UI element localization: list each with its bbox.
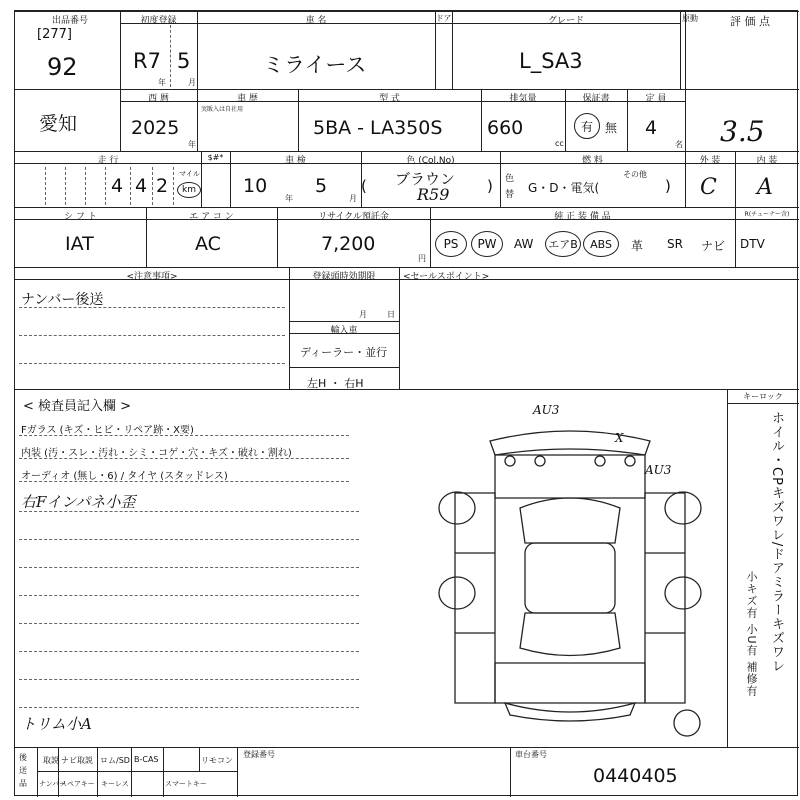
- rule: [45, 167, 46, 205]
- score-label: 評 価 点: [730, 15, 770, 28]
- rule: [15, 747, 799, 748]
- sales-point-label: <セールスポイント>: [403, 272, 490, 282]
- footer-item: ナンバー: [39, 780, 67, 788]
- inspection-title: < 検査員記入欄 >: [23, 399, 132, 414]
- first-reg-label: 初度登録: [140, 16, 177, 26]
- send-label: 後送品: [19, 753, 27, 788]
- yen-unit: 円: [418, 254, 426, 263]
- rule: [131, 747, 132, 797]
- year-label: 西 暦: [148, 94, 169, 104]
- capacity-unit: 名: [675, 140, 683, 149]
- rule: [15, 11, 799, 12]
- lot-number: 92: [47, 53, 78, 81]
- rule: [19, 363, 285, 364]
- footer-item: ロム/SD: [100, 756, 130, 765]
- inspection-year-unit: 年: [285, 194, 293, 203]
- tuner-label: R(チューナー含): [744, 211, 790, 218]
- displacement-value: 660: [487, 117, 524, 139]
- rule: [15, 207, 799, 208]
- rule: [399, 267, 400, 389]
- equip-leather: 革: [631, 239, 644, 253]
- rule: [37, 747, 38, 797]
- rule: [199, 747, 200, 771]
- diagram-mark: AU3: [533, 403, 560, 417]
- mileage-digit: 2: [156, 175, 169, 197]
- rule: [15, 267, 799, 268]
- equip-sr: SR: [667, 237, 683, 251]
- warranty-label: 保証書: [582, 94, 610, 104]
- year-value: 2025: [131, 117, 180, 139]
- color-paren-open: (: [361, 177, 367, 195]
- model-type: 5BA - LA350S: [313, 117, 443, 139]
- grade: L_SA3: [519, 49, 583, 73]
- history-label: 車 歴: [237, 94, 258, 104]
- rule: [130, 167, 131, 205]
- mileage-digit: 4: [111, 175, 124, 197]
- capacity-value: 4: [645, 117, 658, 139]
- rule: [289, 321, 399, 322]
- inspection-audio-tire: オーディオ (無し・6) / タイヤ (スタッドレス): [21, 471, 228, 482]
- region: 愛知: [39, 113, 78, 135]
- color-number: R59: [417, 185, 450, 204]
- warranty-yes-circle: 有: [574, 113, 600, 139]
- footer-item: スペアキー: [60, 780, 95, 788]
- rule: [19, 511, 359, 512]
- diagram-mark: X: [615, 431, 624, 445]
- warranty-no: 無: [605, 121, 618, 135]
- rule: [510, 747, 511, 797]
- rule: [19, 335, 285, 336]
- interior-label: 内 装: [756, 156, 778, 166]
- equip-abs-circle: ABS: [583, 231, 619, 257]
- odometer-label: $#*: [207, 153, 224, 162]
- equip-pw-circle: PW: [471, 231, 503, 257]
- diagram-mark: AU3: [645, 463, 672, 477]
- rule: [19, 539, 359, 540]
- rule: [37, 771, 237, 772]
- key-lock-label: キーロック: [743, 392, 783, 401]
- rule: [237, 747, 238, 797]
- exterior-label: 外 装: [699, 156, 721, 166]
- inspection-month-unit: 月: [349, 194, 357, 203]
- footer-item: キーレス: [101, 780, 129, 788]
- year-unit: 年: [158, 78, 166, 87]
- import-label: 輸入車: [330, 326, 358, 336]
- history-note: 実販入は自社用: [201, 106, 244, 113]
- inspection-year: 10: [243, 175, 268, 197]
- recycle-fee: 7,200: [321, 233, 376, 255]
- lot-bracket: [277]: [37, 27, 72, 42]
- side-damage-note-2: 小キズ有 小U有 補修有: [745, 571, 758, 698]
- rule: [727, 389, 728, 747]
- first-reg-month: 5: [177, 49, 191, 73]
- color-paren-close: ): [487, 177, 493, 195]
- rule: [170, 25, 171, 87]
- fuel-options: G・D・電気(: [528, 181, 600, 195]
- ac-label: エ ア コ ン: [189, 212, 234, 222]
- equip-aw: AW: [514, 237, 534, 251]
- rule: [105, 167, 106, 205]
- rule: [19, 707, 359, 708]
- inspection-windshield: Fガラス (キズ・ヒビ・リペア跡・X要): [21, 425, 194, 436]
- auction-sheet: [14, 10, 798, 796]
- displacement-col-label: 原動: [682, 14, 698, 23]
- reg-number-label: 登録番号: [243, 750, 275, 759]
- mileage-unit-km: km: [177, 182, 201, 198]
- handle-side: 左H ・ 右H: [307, 377, 364, 390]
- shift-value: IAT: [65, 233, 94, 255]
- color-name: ブラウン: [395, 170, 456, 188]
- ac-value: AC: [195, 233, 221, 255]
- rule: [19, 435, 349, 436]
- equip-dtv: DTV: [740, 237, 765, 251]
- rule: [727, 403, 799, 404]
- recycle-label: リサイクル預託金: [318, 212, 389, 222]
- import-type: ディーラー・並行: [300, 346, 388, 359]
- chassis-number: 0440405: [593, 765, 678, 787]
- rule: [173, 167, 174, 205]
- score-value: 3.5: [720, 115, 765, 148]
- first-reg-era: R7: [133, 49, 161, 73]
- rule: [97, 747, 98, 797]
- chassis-label: 車台番号: [515, 750, 547, 759]
- rule: [19, 567, 359, 568]
- shift-label: シ フ ト: [64, 212, 97, 222]
- mileage-digit: 4: [135, 175, 148, 197]
- type-label: 型 式: [379, 94, 400, 104]
- rule: [19, 679, 359, 680]
- notes-label: <注意事項>: [126, 272, 178, 282]
- rule: [152, 167, 153, 205]
- equip-airbag-circle: エアB: [545, 231, 581, 257]
- month-unit: 月: [188, 78, 196, 87]
- equip-ps-circle: PS: [435, 231, 467, 257]
- rule: [19, 458, 349, 459]
- displacement-label: 排気量: [509, 94, 537, 104]
- rule: [85, 167, 86, 205]
- color-label: 色 (Col.No): [406, 156, 455, 166]
- car-damage-diagram: [425, 403, 715, 743]
- rule: [685, 89, 686, 151]
- rule: [19, 623, 359, 624]
- rule: [15, 89, 799, 90]
- mileage-label: 走 行: [97, 156, 119, 166]
- mileage-unit-mile: マイル: [179, 170, 200, 178]
- grade-label: グレード: [547, 16, 584, 26]
- model-label: 車 名: [305, 16, 327, 26]
- door-label: ドア: [435, 14, 452, 23]
- equip-navi: ナビ: [701, 239, 726, 253]
- interior-grade: A: [757, 175, 773, 200]
- fuel-paren-close: ): [665, 177, 671, 195]
- note-text: ナンバー後送: [21, 292, 104, 308]
- rule: [15, 389, 799, 390]
- fuel-label: 燃 料: [582, 156, 603, 166]
- rule: [19, 481, 349, 482]
- exterior-grade: C: [700, 175, 717, 200]
- footer-item: B-CAS: [134, 755, 159, 764]
- color-change-label: 色替: [505, 174, 515, 200]
- inspection-handwritten-note-2: トリム小A: [21, 715, 92, 733]
- footer-item: ナビ取説: [61, 756, 93, 765]
- cc-unit: cc: [555, 139, 564, 148]
- rule: [19, 651, 359, 652]
- expiry-month-unit: 月: [359, 310, 367, 319]
- equipment-label: 純 正 装 備 品: [554, 212, 611, 222]
- rule: [163, 747, 164, 797]
- lot-label: 出品番号: [51, 16, 88, 26]
- inspection-label: 車 検: [285, 156, 306, 166]
- footer-item: スマートキー: [165, 780, 207, 788]
- inspection-month: 5: [315, 175, 328, 197]
- rule: [289, 367, 399, 368]
- year-unit-2: 年: [188, 140, 196, 149]
- rule: [19, 595, 359, 596]
- rule: [15, 151, 799, 152]
- rule: [65, 167, 66, 205]
- reg-expiry-label: 登録頭時効期限: [312, 272, 376, 282]
- fuel-other: その他: [623, 170, 647, 179]
- footer-item: リモコン: [201, 756, 233, 765]
- footer-item: 取説: [43, 756, 59, 765]
- capacity-label: 定 員: [645, 94, 667, 104]
- expiry-day-unit: 日: [387, 310, 395, 319]
- model-name: ミライース: [263, 53, 367, 77]
- inspection-interior: 内装 (汚・スレ・汚れ・シミ・コゲ・穴・キズ・破れ・割れ): [21, 448, 292, 459]
- side-damage-note: ホイル・CPキズワレ/ドアミラーキズワレ: [769, 411, 784, 674]
- inspection-handwritten-note: 右Fインパネ小歪: [21, 493, 136, 511]
